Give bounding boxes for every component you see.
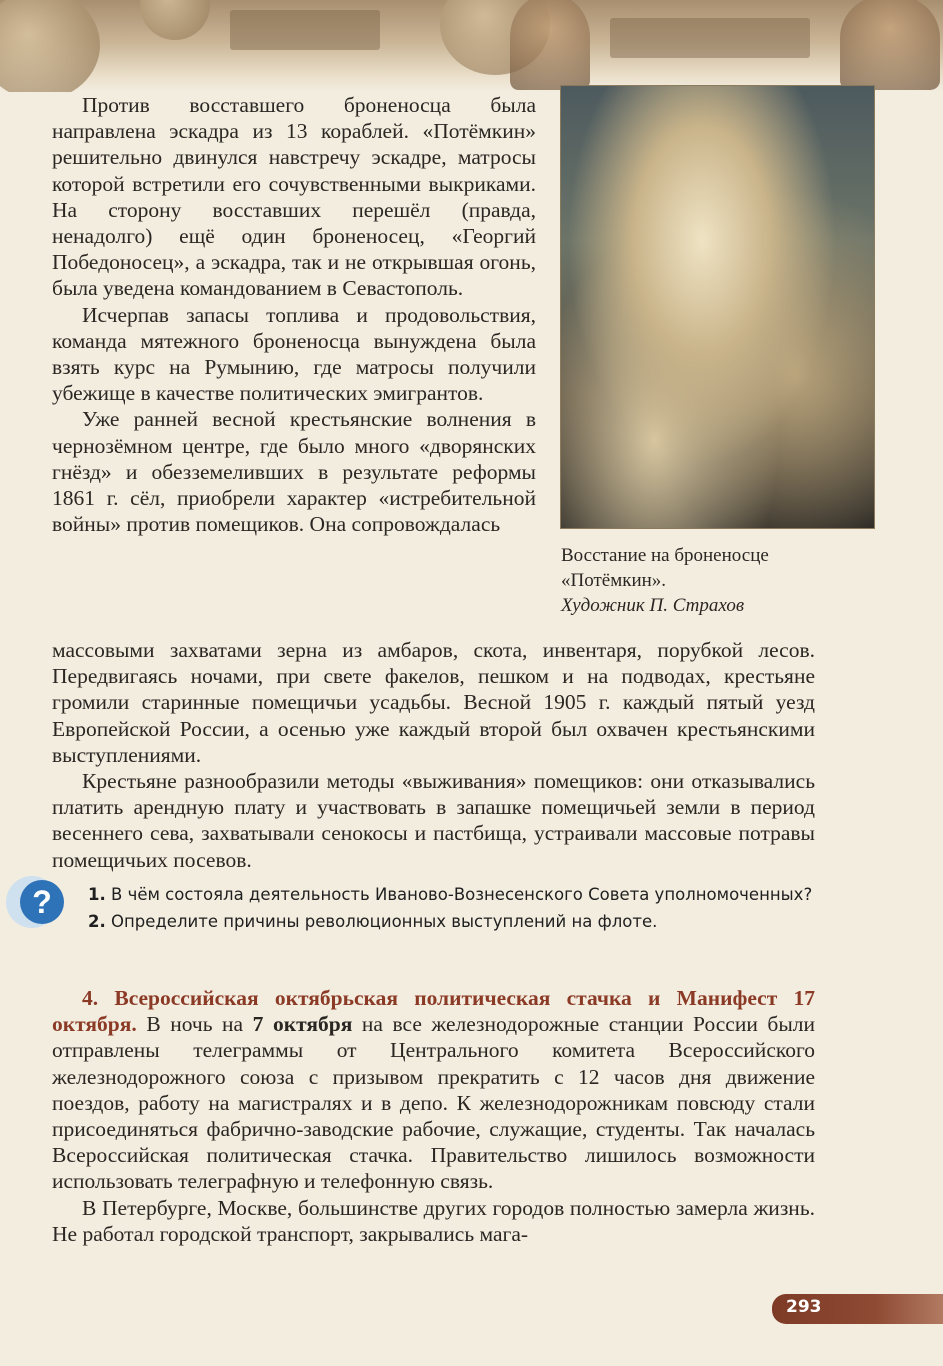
header-decorative-band: [0, 0, 943, 92]
bold-date: 7 октября: [252, 1012, 353, 1037]
question-text: Определите причины революционных выступлений на флоте.: [111, 912, 658, 931]
header-figures-image: [230, 10, 380, 50]
section-heading: 4. Всероссийская октябрьская политическая стачка и Манифест 17 октября.: [52, 986, 815, 1037]
question-item: [88, 883, 818, 906]
text-run: на все железнодорожные станции России были отправлены телеграммы от Центрального комитета Всероссийского железнодорожного союза с призывом прекратить с 12 часов дня движение поездов, работу на магистралях и в депо. К железнодорожникам повсюду стали присоединяться фабрично-заводские рабочие, служащие, студенты. Так началась Всероссийская политическая стачка. Правительство лишилось возможности использовать телеграфную и телефонную связь.: [52, 1012, 815, 1194]
header-coin-image: [140, 0, 210, 40]
paragraph: В Петербурге, Москве, большинстве других городов полностью замерла жизнь. Не работал городской транспорт, закрывались мага-: [52, 1195, 815, 1246]
question-number: 2.: [88, 912, 106, 931]
caption-title: Восстание на броненосце: [561, 545, 769, 566]
question-text: В чём состояла деятельность Иваново-Вознесенского Совета уполномоченных?: [111, 885, 813, 904]
wide-text-column: [52, 637, 815, 873]
text-run: В ночь на: [146, 1012, 244, 1037]
review-questions: [88, 883, 818, 933]
question-number: 1.: [88, 885, 106, 904]
caption-title-cont: «Потёмкин».: [561, 570, 667, 591]
question-item: [88, 910, 818, 933]
caption-credit: Художник П. Страхов: [561, 595, 745, 616]
paragraph-continuation: массовыми захватами зерна из амбаров, скота, инвентаря, порубкой лесов. Передвигаясь ночами, при свете факелов, пешком и на подводах, крестьяне громили старинные помещичьи усадьбы. Весной 1905 г. каждый пятый уезд Европейской России, а осенью уже каждый второй был охвачен крестьянскими выступлениями.: [52, 638, 815, 767]
header-coin-image: [0, 0, 100, 92]
header-portrait-image: [840, 0, 940, 90]
page-number: 293: [786, 1297, 822, 1317]
painting-potemkin-uprising: [561, 86, 874, 528]
paragraph: Уже ранней весной крестьянские волнения в чернозёмном центре, где было много «дворянских гнёзд» и обезземеливших в результате реформы 1861 г. сёл, приобрели характер «истребительной войны» против помещиков. Она сопровождалась: [52, 407, 536, 537]
header-portrait-image: [510, 0, 590, 90]
paragraph: Крестьяне разнообразили методы «выживания» помещиков: они отказывались платить арендную плату и участвовать в запашке помещичьей земли в период весеннего сева, захватывали сенокосы и пастбища, устраивали массовые потравы помещичьих посевов.: [52, 769, 815, 872]
section-4: [52, 985, 815, 1247]
painting-caption: [561, 543, 861, 618]
paragraph: Исчерпав запасы топлива и продовольствия, команда мятежного броненосца вынуждена была взять курс на Румынию, где матросы получили убежище в качестве политических эмигрантов.: [52, 302, 536, 406]
page-number-tab: [772, 1294, 943, 1324]
question-mark-icon: ?: [20, 880, 64, 924]
paragraph: [52, 985, 815, 1195]
paragraph: Против восставшего броненосца была направлена эскадра из 13 кораблей. «Потёмкин» решительно двинулся навстречу эскадре, матросы которой встретили его сочувственными выкриками. На сторону восставших перешёл (правда, ненадолго) ещё один броненосец, «Георгий Победоносец», а эскадра, так и не открывшая огонь, была уведена командованием в Севастополь.: [52, 93, 536, 301]
header-figures-image: [610, 18, 810, 58]
narrow-text-column: [52, 92, 536, 537]
